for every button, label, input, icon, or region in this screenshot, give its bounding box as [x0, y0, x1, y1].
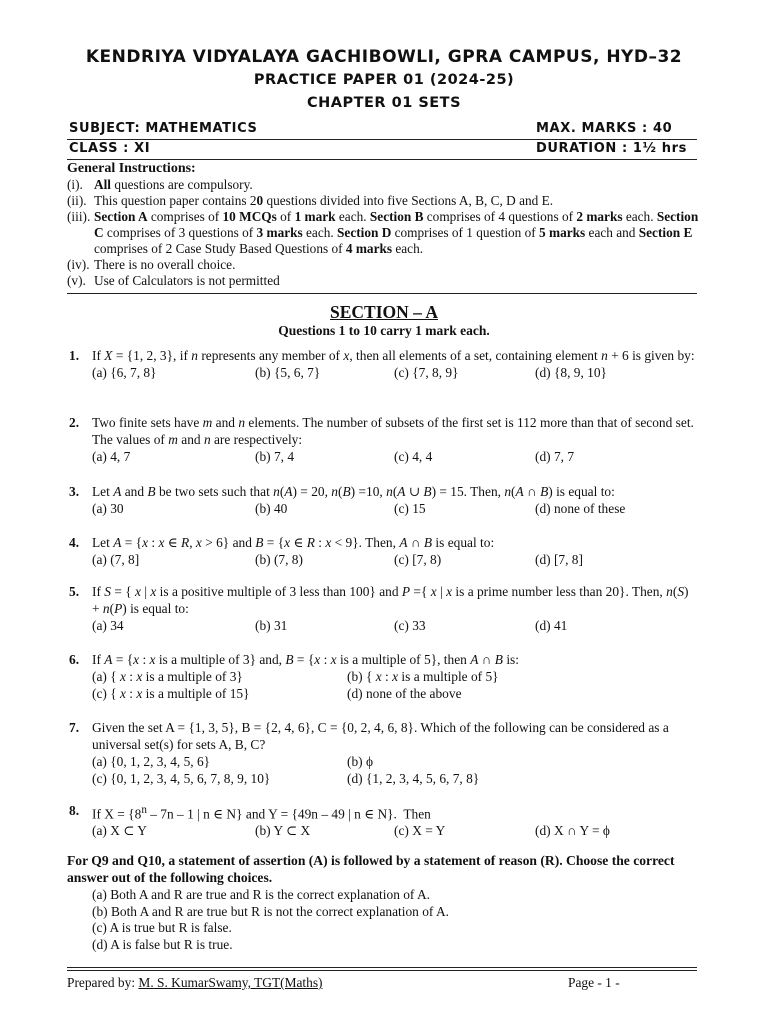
instruction-text: All questions are compulsory.: [94, 177, 253, 192]
question-text: Let A = {x : x ∈ R, x > 6} and B = {x ∈ R : x < 9}. Then, A ∩ B is equal to:: [92, 535, 495, 550]
options-row: [92, 753, 699, 770]
instructions-heading: General Instructions:: [67, 161, 196, 176]
footer-rule-double: [67, 970, 697, 971]
section-subtitle: Questions 1 to 10 carry 1 mark each.: [278, 323, 490, 338]
question-2: [67, 414, 699, 465]
question-1: [67, 347, 699, 381]
instruction-number: (iii).: [67, 209, 91, 224]
meta-divider: [67, 139, 697, 140]
option: (b) 40: [255, 501, 288, 516]
instruction-text: This question paper contains 20 questions divided into five Sections A, B, C, D and E.: [94, 193, 554, 208]
option: (c) {7, 8, 9}: [394, 365, 459, 380]
option: (b) 7, 4: [255, 449, 295, 464]
question-number: 2.: [69, 415, 80, 430]
question-number: 3.: [69, 484, 80, 499]
school-name: KENDRIYA VIDYALAYA GACHIBOWLI, GPRA CAMPUS, HYD–32: [85, 47, 683, 67]
max-marks-label: MAX. MARKS : 40: [536, 121, 673, 136]
option: (b) (7, 8): [255, 552, 303, 567]
class-label: CLASS : XI: [69, 141, 151, 156]
question-text: If X = {1, 2, 3}, if n represents any member of x, then all elements of a set, containing element n + 6 is given by:: [92, 348, 695, 363]
question-text: Two finite sets have m and n elements. The number of subsets of the first set is 112 more than that of second set. The values of m and n are respectively:: [92, 415, 694, 447]
question-6: [67, 651, 699, 702]
prepared-by: [67, 975, 323, 991]
instruction-text: There is no overall choice.: [94, 257, 236, 272]
option: (a) 4, 7: [92, 449, 131, 464]
instruction-number: (i).: [67, 177, 83, 192]
options-row: [92, 448, 699, 465]
question-5: [67, 583, 699, 634]
instruction-item: [67, 193, 699, 209]
option: (d) none of the above: [347, 686, 462, 701]
general-instructions: [67, 161, 699, 289]
instruction-text: Use of Calculators is not permitted: [94, 273, 280, 288]
options-row: [92, 822, 699, 839]
option: (a) 30: [92, 501, 124, 516]
option: (c) 33: [394, 618, 426, 633]
author-name: M. S. KumarSwamy, TGT(Maths): [138, 975, 323, 990]
option: (d) {8, 9, 10}: [535, 365, 607, 380]
footer-rule: [67, 967, 697, 968]
option: (c) 4, 4: [394, 449, 433, 464]
option: (c) { x : x is a multiple of 15}: [92, 686, 250, 701]
option: (a) (7, 8]: [92, 552, 140, 567]
option: (d) {1, 2, 3, 4, 5, 6, 7, 8}: [347, 771, 480, 786]
option: (c) 15: [394, 501, 426, 516]
question-text: If S = { x | x is a positive multiple of 3 less than 100} and P ={ x | x is a prime number less than 20}. Then, n(S) + n(P) is equal to:: [92, 584, 689, 616]
ar-choice: (a) Both A and R are true and R is the correct explanation of A.: [92, 887, 431, 902]
instructions-divider: [67, 293, 697, 294]
question-text: Let A and B be two sets such that n(A) = 20, n(B) =10, n(A ∪ B) = 15. Then, n(A ∩ B) is equal to:: [92, 484, 615, 499]
option: (c) [7, 8): [394, 552, 442, 567]
ar-choice: (c) A is true but R is false.: [92, 920, 232, 935]
instructions-list: [67, 177, 699, 289]
question-4: [67, 534, 699, 568]
question-text: If A = {x : x is a multiple of 3} and, B = {x : x is a multiple of 5}, then A ∩ B is:: [92, 652, 519, 667]
instruction-number: (iv).: [67, 257, 90, 272]
question-7: [67, 719, 699, 787]
option: (d) X ∩ Y = ϕ: [535, 823, 610, 839]
duration-label: DURATION : 1½ hrs: [536, 141, 687, 156]
chapter-title: CHAPTER 01 SETS: [306, 95, 462, 111]
meta-divider-bottom: [67, 159, 697, 160]
question-number: 6.: [69, 652, 80, 667]
question-text: If $X = \{8^n - 7n - 1$ | n ∈ N} and Y = {49n – 49 | n ∈ N}. Then: [92, 804, 431, 822]
ar-choice: (b) Both A and R are true but R is not the correct explanation of A.: [92, 903, 450, 919]
option: (b) ϕ: [347, 754, 374, 769]
instruction-number: (v).: [67, 273, 86, 288]
option: (a) X ⊂ Y: [92, 823, 147, 839]
subject-label: SUBJECT: MATHEMATICS: [69, 121, 258, 136]
option: (d) none of these: [535, 501, 626, 516]
options-row: [92, 617, 699, 634]
page-number: Page - 1 -: [568, 975, 620, 990]
section-title: SECTION – A: [330, 302, 438, 322]
question-number: 5.: [69, 584, 80, 599]
options-row: [92, 685, 699, 702]
assertion-reason-choices: [92, 887, 449, 953]
option: (a) { x : x is a multiple of 3}: [92, 669, 243, 684]
assertion-reason-heading: For Q9 and Q10, a statement of assertion (A) is followed by a statement of reason (R). Choose the correct answer out of the following choices.: [67, 853, 675, 885]
option: (a) 34: [92, 618, 124, 633]
option: (c) X = Y: [394, 823, 446, 839]
option: (b) {5, 6, 7}: [255, 365, 321, 380]
instruction-text: Section A comprises of 10 MCQs of 1 mark each. Section B comprises of 4 questions of 2 marks each. Section C comprises of 3 questions of 3 marks each. Section D comprises of 1 question of 5 marks each and Section E comprises of 2 Case Study Based Questions of 4 marks each.: [94, 209, 699, 256]
option: (a) {6, 7, 8}: [92, 365, 157, 380]
question-text: Given the set A = {1, 3, 5}, B = {2, 4, 6}, C = {0, 2, 4, 6, 8}. Which of the following can be considered as a universal set(s) for sets A, B, C?: [92, 720, 669, 752]
option: (c) {0, 1, 2, 3, 4, 5, 6, 7, 8, 9, 10}: [92, 771, 271, 786]
options-row: [92, 364, 699, 381]
question-number: 8.: [69, 803, 80, 818]
question-8: [67, 802, 699, 839]
prepared-by-label: Prepared by:: [67, 975, 136, 990]
option: (b) { x : x is a multiple of 5}: [347, 669, 499, 684]
option: (d) [7, 8]: [535, 552, 583, 567]
option: (b) 31: [255, 618, 288, 633]
option: (d) 7, 7: [535, 449, 575, 464]
instruction-item: [67, 209, 699, 257]
question-3: [67, 483, 699, 517]
options-row: [92, 668, 699, 685]
question-number: 1.: [69, 348, 80, 363]
instruction-item: [67, 177, 699, 193]
instruction-item: [67, 273, 699, 289]
question-number: 7.: [69, 720, 80, 735]
instruction-number: (ii).: [67, 193, 87, 208]
option: (a) {0, 1, 2, 3, 4, 5, 6}: [92, 754, 211, 769]
option: (d) 41: [535, 618, 568, 633]
options-row: [92, 770, 699, 787]
options-row: [92, 500, 699, 517]
paper-title: PRACTICE PAPER 01 (2024-25): [253, 72, 515, 88]
instruction-item: [67, 257, 699, 273]
question-number: 4.: [69, 535, 80, 550]
options-row: [92, 551, 699, 568]
ar-choice: (d) A is false but R is true.: [92, 936, 233, 952]
option: (b) Y ⊂ X: [255, 823, 311, 839]
